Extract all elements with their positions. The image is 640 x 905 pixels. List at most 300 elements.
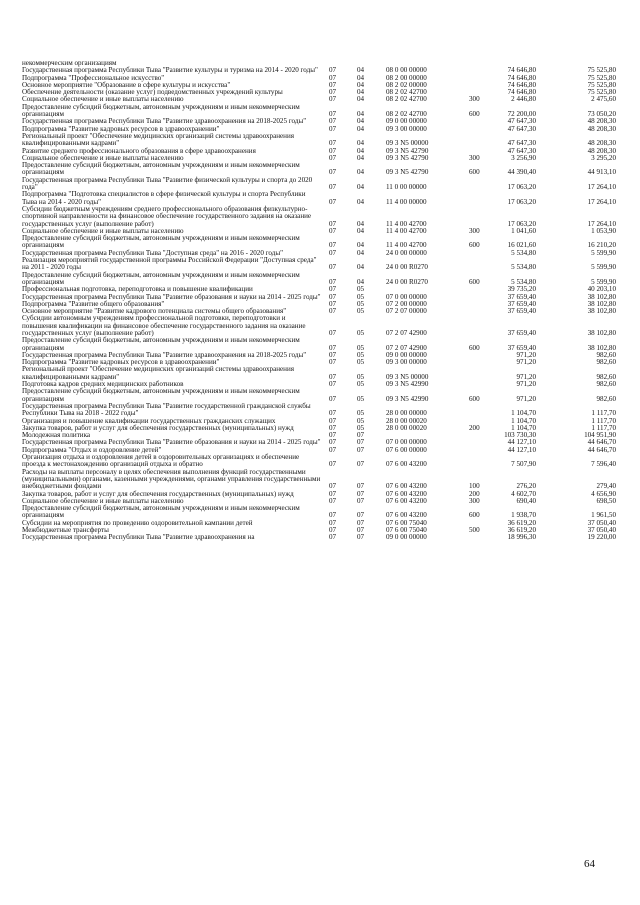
subsection-code: 05 — [357, 358, 365, 367]
amount-year-2: 698,50 — [596, 496, 616, 505]
row-name: Государственная программа Республики Тыва "Развитие здравоохранения на 2018-2025 годы" — [22, 350, 307, 359]
section-code: 07 — [329, 226, 337, 235]
amount-year-2: 5 599,90 — [591, 248, 616, 257]
amount-year-1: 103 730,30 — [504, 431, 536, 440]
subsection-code: 05 — [357, 350, 365, 359]
row-name: Социальное обеспечение и иные выплаты населению — [22, 226, 184, 235]
amount-year-2: 5 599,90 — [591, 263, 616, 272]
subsection-code: 07 — [357, 526, 365, 534]
row-name: Реализация мероприятий государственной программы Российской Федерации "Доступная среда" на 2011 - 2020 годы — [22, 256, 317, 272]
section-code: 07 — [329, 482, 337, 491]
amount-year-2: 1 117,70 — [591, 416, 616, 425]
subsection-code: 05 — [357, 380, 365, 389]
amount-year-2: 48 208,30 — [587, 124, 616, 133]
table-row — [22, 177, 622, 192]
subsection-code: 07 — [357, 431, 365, 440]
amount-year-2: 17 264,10 — [587, 197, 616, 206]
target-article-code: 07 2 07 00000 — [386, 307, 427, 316]
row-name: Обеспечение деятельности (оказание услуг) подведомственных учреждений культуры — [22, 88, 283, 97]
amount-year-1: 2 446,80 — [511, 95, 536, 104]
amount-year-2: 982,60 — [596, 372, 616, 381]
table-row — [22, 403, 622, 418]
amount-year-1: 3 256,90 — [511, 153, 536, 162]
expense-type-code: 600 — [469, 343, 480, 352]
section-code: 07 — [329, 307, 337, 316]
amount-year-2: 19 220,00 — [587, 533, 616, 542]
section-code: 07 — [329, 241, 337, 250]
amount-year-2: 48 208,30 — [587, 146, 616, 155]
target-article-code: 28 0 00 00020 — [386, 416, 427, 425]
subsection-code: 05 — [357, 328, 365, 337]
section-code: 07 — [329, 438, 337, 447]
section-code: 07 — [329, 394, 337, 403]
subsection-code: 04 — [357, 241, 365, 250]
subsection-code: 04 — [357, 110, 365, 119]
target-article-code: 07 6 00 43200 — [386, 496, 427, 505]
amount-year-1: 17 063,20 — [507, 219, 536, 228]
target-article-code: 11 0 00 00000 — [386, 183, 427, 192]
subsection-code: 05 — [357, 285, 365, 294]
row-name: Социальное обеспечение и иные выплаты населению — [22, 496, 184, 505]
expense-type-code: 500 — [469, 526, 480, 534]
page-number: 64 — [584, 858, 595, 870]
amount-year-1: 74 646,80 — [507, 73, 536, 82]
section-code: 07 — [329, 431, 337, 440]
amount-year-2: 4 656,90 — [591, 489, 616, 498]
subsection-code: 05 — [357, 299, 365, 308]
target-article-code: 09 3 N5 00000 — [386, 139, 429, 148]
subsection-code: 04 — [357, 146, 365, 155]
section-code: 07 — [329, 380, 337, 389]
row-name: Предоставление субсидий бюджетным, автономным учреждениям и иным некоммерческим организациям — [22, 387, 300, 403]
row-name: Закупка товаров, работ и услуг для обеспечения государственных (муниципальных) нужд — [22, 489, 294, 498]
subsection-code: 04 — [357, 277, 365, 286]
section-code: 07 — [329, 73, 337, 82]
expense-type-code: 200 — [469, 489, 480, 498]
subsection-code: 05 — [357, 416, 365, 425]
amount-year-1: 18 996,30 — [507, 533, 536, 542]
amount-year-1: 44 390,40 — [507, 168, 536, 177]
subsection-code: 05 — [357, 409, 365, 418]
section-code: 07 — [329, 343, 337, 352]
row-name: Предоставление субсидий бюджетным, автономным учреждениям и иным некоммерческим организациям — [22, 234, 300, 250]
row-name: Государственная программа Республики Тыва "Развитие государственной гражданской службы Республики Тыва на 2018 - 2022 годы" — [22, 401, 311, 418]
amount-year-1: 971,20 — [516, 358, 536, 367]
amount-year-2: 44 646,70 — [587, 438, 616, 447]
amount-year-2: 17 264,10 — [587, 219, 616, 228]
subsection-code: 04 — [357, 197, 365, 206]
row-name: Профессиональная подготовка, переподготовка и повышение квалификации — [22, 285, 253, 294]
target-article-code: 09 3 N5 00000 — [386, 372, 429, 381]
amount-year-1: 971,20 — [516, 394, 536, 403]
target-article-code: 24 0 00 R0270 — [386, 277, 428, 286]
row-name: Развитие среднего профессионального образования в сфере здравоохранения — [22, 146, 256, 155]
amount-year-2: 5 599,90 — [591, 277, 616, 286]
row-name: Государственная программа Республики Тыва "Развитие культуры и туризма на 2014 - 2020 годы" — [22, 66, 318, 75]
expense-type-code: 300 — [469, 226, 480, 235]
target-article-code: 08 2 00 00000 — [386, 73, 427, 82]
table-row — [22, 534, 622, 541]
amount-year-1: 36 619,20 — [507, 518, 536, 527]
section-code: 07 — [329, 88, 337, 97]
table-row — [22, 206, 622, 228]
expense-type-code: 300 — [469, 153, 480, 162]
subsection-code: 04 — [357, 153, 365, 162]
subsection-code: 05 — [357, 343, 365, 352]
subsection-code: 04 — [357, 73, 365, 82]
subsection-code: 05 — [357, 292, 365, 301]
row-name: Социальное обеспечение и иные выплаты населению — [22, 153, 184, 162]
amount-year-1: 36 619,20 — [507, 526, 536, 534]
table-row — [22, 454, 622, 469]
section-code: 07 — [329, 496, 337, 505]
subsection-code: 04 — [357, 248, 365, 257]
section-code: 07 — [329, 285, 337, 294]
expense-type-code: 600 — [469, 110, 480, 119]
target-article-code: 07 0 00 00000 — [386, 438, 427, 447]
table-row — [22, 104, 622, 119]
section-code: 07 — [329, 110, 337, 119]
row-name: Расходы на выплаты персоналу в целях обеспечения выполнения функций государственными (муниципальными) органами, казенными учреждениями, органами управления государственными внебюджетными фондами — [22, 467, 321, 491]
target-article-code: 09 3 N5 42790 — [386, 146, 429, 155]
amount-year-2: 982,60 — [596, 350, 616, 359]
row-name: Субсидии на мероприятия по проведению оздоровительной кампании детей — [22, 518, 253, 527]
section-code: 07 — [329, 153, 337, 162]
target-article-code: 09 3 N5 42990 — [386, 394, 429, 403]
row-name: Государственная программа Республики Тыва "Развитие физической культуры и спорта до 2020 года" — [22, 175, 313, 192]
expense-type-code: 600 — [469, 511, 480, 520]
table-row — [22, 315, 622, 337]
row-name: Региональный проект "Обеспечение медицинских организаций системы здравоохранения квалифицированными кадрами" — [22, 131, 295, 148]
amount-year-1: 16 021,60 — [507, 241, 536, 250]
amount-year-1: 37 659,40 — [507, 307, 536, 316]
section-code: 07 — [329, 511, 337, 520]
row-name: Организация отдыха и оздоровления детей в оздоровительных организациях и обеспечение проезда к местонахождению организаций отдыха и обратно — [22, 453, 300, 469]
subsection-code: 04 — [357, 263, 365, 272]
subsection-code: 04 — [357, 183, 365, 192]
section-code: 07 — [329, 168, 337, 177]
section-code: 07 — [329, 460, 337, 469]
amount-year-2: 17 264,10 — [587, 183, 616, 192]
row-name: Государственная программа Республики Тыва "Доступная среда" на 2016 - 2020 годы" — [22, 248, 284, 257]
amount-year-2: 16 210,20 — [587, 241, 616, 250]
section-code: 07 — [329, 80, 337, 89]
subsection-code: 04 — [357, 117, 365, 126]
amount-year-1: 47 647,30 — [507, 117, 536, 126]
target-article-code: 07 6 00 43200 — [386, 511, 427, 520]
section-code: 07 — [329, 292, 337, 301]
row-name: Межбюджетные трансферты — [22, 526, 109, 534]
target-article-code: 28 0 00 00020 — [386, 423, 427, 432]
row-name: Предоставление субсидий бюджетным, автономным учреждениям и иным некоммерческим организациям — [22, 102, 300, 119]
row-name: Региональный проект "Обеспечение медицинских организаций системы здравоохранения квалифицированными кадрами" — [22, 365, 295, 381]
table-row — [22, 191, 622, 206]
section-code: 07 — [329, 328, 337, 337]
section-code: 07 — [329, 372, 337, 381]
section-code: 07 — [329, 248, 337, 257]
target-article-code: 07 6 00 75040 — [386, 518, 427, 527]
table-row — [22, 235, 622, 250]
subsection-code: 07 — [357, 511, 365, 520]
row-name: Подпрограмма "Развитие кадровых ресурсов в здравоохранении" — [22, 124, 220, 133]
target-article-code: 09 3 N5 42990 — [386, 380, 429, 389]
row-name: Предоставление субсидий бюджетным, автономным учреждениям и иным некоммерческим организациям — [22, 336, 300, 352]
section-code: 07 — [329, 117, 337, 126]
amount-year-2: 37 050,40 — [587, 518, 616, 527]
expense-type-code: 600 — [469, 168, 480, 177]
target-article-code: 07 0 00 00000 — [386, 292, 427, 301]
subsection-code: 05 — [357, 372, 365, 381]
subsection-code: 07 — [357, 533, 365, 542]
amount-year-1: 37 659,40 — [507, 343, 536, 352]
table-row — [22, 469, 622, 491]
amount-year-2: 1 117,70 — [591, 423, 616, 432]
section-code: 07 — [329, 299, 337, 308]
target-article-code: 07 6 00 00000 — [386, 445, 427, 454]
target-article-code: 24 0 00 R0270 — [386, 263, 428, 272]
amount-year-1: 1 041,60 — [511, 226, 536, 235]
amount-year-1: 5 534,80 — [511, 263, 536, 272]
table-row — [22, 272, 622, 287]
row-name: Подпрограмма "Подготовка специалистов в сфере физической культуры и спорта Республики Тыва на 2014 - 2020 годы" — [22, 190, 306, 206]
row-name: Организация и повышение квалификации государственных гражданских служащих — [22, 416, 276, 425]
amount-year-2: 75 525,80 — [587, 66, 616, 75]
subsection-code: 04 — [357, 80, 365, 89]
table-row — [22, 337, 622, 352]
amount-year-2: 38 102,80 — [587, 328, 616, 337]
amount-year-2: 104 951,90 — [584, 431, 616, 440]
amount-year-2: 982,60 — [596, 358, 616, 367]
section-code: 07 — [329, 518, 337, 527]
row-name: Субсидии автономным учреждениям профессиональной подготовки, переподготовки и повышения квалификации на финансовое обеспечение государственного задания на оказание государственных услуг (выполнение работ) — [22, 314, 306, 337]
amount-year-2: 2 475,60 — [591, 95, 616, 104]
target-article-code: 11 4 00 42700 — [386, 219, 427, 228]
row-name: Предоставление субсидий бюджетным, автономным учреждениям и иным некоммерческим организациям — [22, 161, 300, 177]
target-article-code: 08 2 02 00000 — [386, 80, 427, 89]
amount-year-1: 1 104,70 — [511, 416, 536, 425]
subsection-code: 04 — [357, 124, 365, 133]
section-code: 07 — [329, 146, 337, 155]
row-name: Подпрограмма "Развитие общего образования" — [22, 299, 165, 308]
row-name: Основное мероприятие "Развитие кадрового потенциала системы общего образования" — [22, 307, 287, 316]
amount-year-1: 4 602,70 — [511, 489, 536, 498]
amount-year-1: 690,40 — [516, 496, 536, 505]
expense-type-code: 300 — [469, 95, 480, 104]
section-code: 07 — [329, 263, 337, 272]
amount-year-1: 44 127,10 — [507, 445, 536, 454]
amount-year-2: 73 050,20 — [587, 110, 616, 119]
amount-year-1: 5 534,80 — [511, 248, 536, 257]
amount-year-1: 971,20 — [516, 380, 536, 389]
amount-year-2: 48 208,30 — [587, 117, 616, 126]
amount-year-1: 72 200,00 — [507, 110, 536, 119]
amount-year-2: 38 102,80 — [587, 292, 616, 301]
subsection-code: 07 — [357, 445, 365, 454]
section-code: 07 — [329, 533, 337, 542]
amount-year-1: 5 534,80 — [511, 277, 536, 286]
expense-type-code: 100 — [469, 482, 480, 491]
subsection-code: 04 — [357, 168, 365, 177]
target-article-code: 09 0 00 00000 — [386, 117, 427, 126]
row-name: Подпрограмма "Отдых и оздоровление детей" — [22, 445, 162, 454]
subsection-code: 05 — [357, 423, 365, 432]
amount-year-1: 971,20 — [516, 372, 536, 381]
target-article-code: 09 0 00 00000 — [386, 350, 427, 359]
target-article-code: 07 2 00 00000 — [386, 299, 427, 308]
amount-year-1: 37 659,40 — [507, 299, 536, 308]
amount-year-2: 982,60 — [596, 394, 616, 403]
amount-year-1: 37 659,40 — [507, 328, 536, 337]
amount-year-2: 1 961,50 — [591, 511, 616, 520]
row-name: Социальное обеспечение и иные выплаты населению — [22, 95, 184, 104]
target-article-code: 09 3 00 00000 — [386, 358, 427, 367]
section-code: 07 — [329, 139, 337, 148]
subsection-code: 05 — [357, 394, 365, 403]
amount-year-1: 971,20 — [516, 350, 536, 359]
amount-year-1: 47 647,30 — [507, 139, 536, 148]
amount-year-2: 44 646,70 — [587, 445, 616, 454]
amount-year-1: 74 646,80 — [507, 66, 536, 75]
target-article-code: 24 0 00 00000 — [386, 248, 427, 257]
subsection-code: 07 — [357, 482, 365, 491]
section-code: 07 — [329, 489, 337, 498]
amount-year-1: 74 646,80 — [507, 80, 536, 89]
amount-year-2: 279,40 — [596, 482, 616, 491]
row-name: Подпрограмма "Профессиональное искусство" — [22, 73, 165, 82]
target-article-code: 11 4 00 42700 — [386, 226, 427, 235]
row-name: Молодежная политика — [22, 431, 91, 440]
target-article-code: 07 6 00 43200 — [386, 482, 427, 491]
amount-year-2: 38 102,80 — [587, 307, 616, 316]
target-article-code: 11 4 00 00000 — [386, 197, 427, 206]
amount-year-2: 1 053,90 — [591, 226, 616, 235]
amount-year-2: 75 525,80 — [587, 80, 616, 89]
section-code: 07 — [329, 409, 337, 418]
section-code: 07 — [329, 197, 337, 206]
target-article-code: 07 6 00 43200 — [386, 460, 427, 469]
section-code: 07 — [329, 277, 337, 286]
expense-type-code: 600 — [469, 241, 480, 250]
amount-year-2: 44 913,10 — [587, 168, 616, 177]
section-code: 07 — [329, 183, 337, 192]
amount-year-2: 1 117,70 — [591, 409, 616, 418]
section-code: 07 — [329, 526, 337, 534]
target-article-code: 08 2 02 42700 — [386, 95, 427, 104]
section-code: 07 — [329, 350, 337, 359]
subsection-code: 04 — [357, 66, 365, 75]
target-article-code: 07 2 07 42900 — [386, 343, 427, 352]
table-row — [22, 388, 622, 403]
amount-year-1: 1 938,70 — [511, 511, 536, 520]
amount-year-1: 7 507,90 — [511, 460, 536, 469]
subsection-code: 07 — [357, 438, 365, 447]
row-name: некоммерческим организациям — [22, 59, 117, 67]
amount-year-1: 74 646,80 — [507, 88, 536, 97]
amount-year-1: 1 104,70 — [511, 409, 536, 418]
subsection-code: 07 — [357, 518, 365, 527]
amount-year-1: 44 127,10 — [507, 438, 536, 447]
amount-year-2: 75 525,80 — [587, 73, 616, 82]
subsection-code: 04 — [357, 139, 365, 148]
subsection-code: 04 — [357, 95, 365, 104]
expense-type-code: 300 — [469, 496, 480, 505]
row-name: Предоставление субсидий бюджетным, автономным учреждениям и иным некоммерческим организациям — [22, 270, 300, 286]
subsection-code: 04 — [357, 219, 365, 228]
expense-type-code: 600 — [469, 277, 480, 286]
table-row — [22, 366, 622, 381]
section-code: 07 — [329, 358, 337, 367]
amount-year-1: 37 659,40 — [507, 292, 536, 301]
budget-table — [22, 60, 622, 542]
amount-year-1: 1 104,70 — [511, 423, 536, 432]
section-code: 07 — [329, 423, 337, 432]
amount-year-2: 40 203,10 — [587, 285, 616, 294]
target-article-code: 08 2 02 42700 — [386, 88, 427, 97]
table-row — [22, 133, 622, 148]
table-row — [22, 257, 622, 272]
table-row — [22, 162, 622, 177]
row-name: Государственная программа Республики Тыва "Развитие здравоохранения на — [22, 533, 255, 542]
amount-year-2: 982,60 — [596, 380, 616, 389]
target-article-code: 07 2 07 42900 — [386, 328, 427, 337]
row-name: Государственная программа Республики Тыва "Развитие образования и науки на 2014 - 2025 годы" — [22, 438, 321, 447]
amount-year-1: 17 063,20 — [507, 183, 536, 192]
subsection-code: 04 — [357, 226, 365, 235]
subsection-code: 07 — [357, 489, 365, 498]
row-name: Основное мероприятие "Образование в сфере культуры и искусства" — [22, 80, 231, 89]
expense-type-code: 600 — [469, 394, 480, 403]
amount-year-1: 17 063,20 — [507, 197, 536, 206]
row-name: Подпрограмма "Развитие кадровых ресурсов в здравоохранении" — [22, 358, 220, 367]
amount-year-1: 276,20 — [516, 482, 536, 491]
section-code: 07 — [329, 416, 337, 425]
row-name: Государственная программа Республики Тыва "Развитие образования и науки на 2014 - 2025 годы" — [22, 292, 321, 301]
expense-type-code: 200 — [469, 423, 480, 432]
subsection-code: 05 — [357, 307, 365, 316]
row-name: Закупка товаров, работ и услуг для обеспечения государственных (муниципальных) нужд — [22, 423, 294, 432]
amount-year-2: 7 596,40 — [591, 460, 616, 469]
target-article-code: 28 0 00 00000 — [386, 409, 427, 418]
subsection-code: 07 — [357, 460, 365, 469]
amount-year-2: 37 050,40 — [587, 526, 616, 534]
section-code: 07 — [329, 445, 337, 454]
subsection-code: 04 — [357, 88, 365, 97]
target-article-code: 09 3 N5 42790 — [386, 168, 429, 177]
target-article-code: 08 2 02 42700 — [386, 110, 427, 119]
target-article-code: 07 6 00 43200 — [386, 489, 427, 498]
amount-year-1: 39 735,20 — [507, 285, 536, 294]
target-article-code: 07 6 00 75040 — [386, 526, 427, 534]
section-code: 07 — [329, 124, 337, 133]
section-code: 07 — [329, 95, 337, 104]
target-article-code: 09 3 N5 42790 — [386, 153, 429, 162]
target-article-code: 11 4 00 42700 — [386, 241, 427, 250]
target-article-code: 09 0 00 00000 — [386, 533, 427, 542]
amount-year-1: 47 647,30 — [507, 146, 536, 155]
row-name: Подготовка кадров средних медицинских работников — [22, 380, 184, 389]
row-name: Предоставление субсидий бюджетным, автономным учреждениям и иным некоммерческим организациям — [22, 504, 300, 520]
amount-year-1: 47 647,30 — [507, 124, 536, 133]
section-code: 07 — [329, 219, 337, 228]
amount-year-2: 38 102,80 — [587, 299, 616, 308]
section-code: 07 — [329, 66, 337, 75]
table-row — [22, 505, 622, 520]
subsection-code: 07 — [357, 496, 365, 505]
row-name: Субсидии бюджетным учреждениям среднего профессионального образования физкультурно-спортивной направленности на финансовое обеспечение государственного задания на оказание государственных услуг (выполнение работ) — [22, 204, 312, 228]
amount-year-2: 3 295,20 — [591, 153, 616, 162]
target-article-code: 09 3 00 00000 — [386, 124, 427, 133]
amount-year-2: 38 102,80 — [587, 343, 616, 352]
